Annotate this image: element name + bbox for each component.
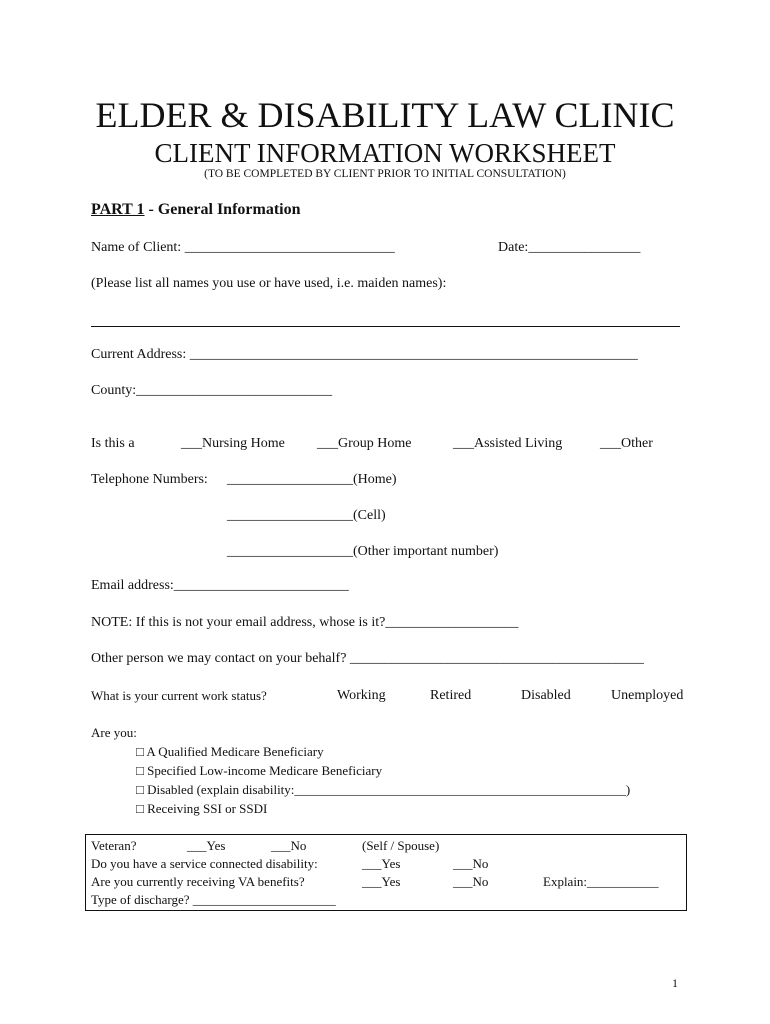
residence-nursing-home[interactable]: ___Nursing Home (181, 436, 285, 451)
veteran-yes[interactable]: ___Yes (187, 838, 226, 853)
worksheet-title: CLIENT INFORMATION WORKSHEET (154, 138, 616, 168)
part1-label: PART 1 (91, 201, 145, 218)
work-status-unemployed[interactable]: Unemployed (611, 688, 684, 703)
work-status-disabled[interactable]: Disabled (521, 688, 571, 703)
work-status-retired[interactable]: Retired (430, 688, 472, 703)
residence-group-home[interactable]: ___Group Home (317, 436, 412, 451)
completion-instruction: (TO BE COMPLETED BY CLIENT PRIOR TO INITIAL CONSULTATION) (204, 168, 566, 180)
service-disability-yes[interactable]: ___Yes (362, 856, 401, 871)
current-address-field[interactable]: Current Address: ________________________________________________________________ (91, 347, 638, 362)
work-status-label: What is your current work status? (91, 688, 267, 703)
phone-cell-field[interactable]: __________________(Cell) (227, 508, 386, 523)
phone-other-field[interactable]: __________________(Other important number) (227, 544, 499, 559)
date-field[interactable]: Date:________________ (498, 240, 641, 255)
option-disabled-explain[interactable]: □ Disabled (explain disability:___________________________________________________) (136, 782, 631, 797)
va-benefits-explain[interactable]: Explain:___________ (543, 874, 659, 889)
other-contact-field[interactable]: Other person we may contact on your behalf? __________________________________________ (91, 651, 644, 666)
part1-heading-rest: - General Information (144, 201, 301, 218)
part1-heading (91, 201, 301, 219)
phone-home-field[interactable]: __________________(Home) (227, 472, 397, 487)
veteran-self-spouse: (Self / Spouse) (362, 838, 440, 853)
telephone-label: Telephone Numbers: (91, 472, 208, 487)
county-field[interactable]: County:____________________________ (91, 383, 333, 398)
va-benefits-no[interactable]: ___No (453, 874, 489, 889)
veteran-no[interactable]: ___No (271, 838, 307, 853)
email-field[interactable]: Email address:_________________________ (91, 578, 349, 593)
clinic-title: ELDER & DISABILITY LAW CLINIC (95, 95, 675, 135)
va-benefits-label: Are you currently receiving VA benefits? (91, 874, 305, 889)
email-note-field[interactable]: NOTE: If this is not your email address, whose is it?___________________ (91, 615, 519, 630)
are-you-label: Are you: (91, 725, 137, 740)
service-disability-label: Do you have a service connected disability: (91, 856, 318, 871)
option-specified-low-income[interactable]: □ Specified Low-income Medicare Beneficiary (136, 763, 383, 778)
residence-assisted-living[interactable]: ___Assisted Living (453, 436, 563, 451)
page-number: 1 (672, 976, 678, 990)
service-disability-no[interactable]: ___No (453, 856, 489, 871)
name-of-client-field[interactable]: Name of Client: ______________________________ (91, 240, 395, 255)
discharge-type-field[interactable]: Type of discharge? ______________________ (91, 892, 336, 907)
names-used-prompt: (Please list all names you use or have used, i.e. maiden names): (91, 276, 447, 291)
work-status-working[interactable]: Working (337, 688, 386, 703)
option-receiving-ssi-ssdi[interactable]: □ Receiving SSI or SSDI (136, 801, 268, 816)
residence-type-label: Is this a (91, 436, 135, 451)
residence-other[interactable]: ___Other (600, 436, 653, 451)
option-qualified-medicare[interactable]: □ A Qualified Medicare Beneficiary (136, 744, 324, 759)
names-used-line[interactable] (91, 326, 680, 327)
veteran-label: Veteran? (91, 838, 137, 853)
va-benefits-yes[interactable]: ___Yes (362, 874, 401, 889)
